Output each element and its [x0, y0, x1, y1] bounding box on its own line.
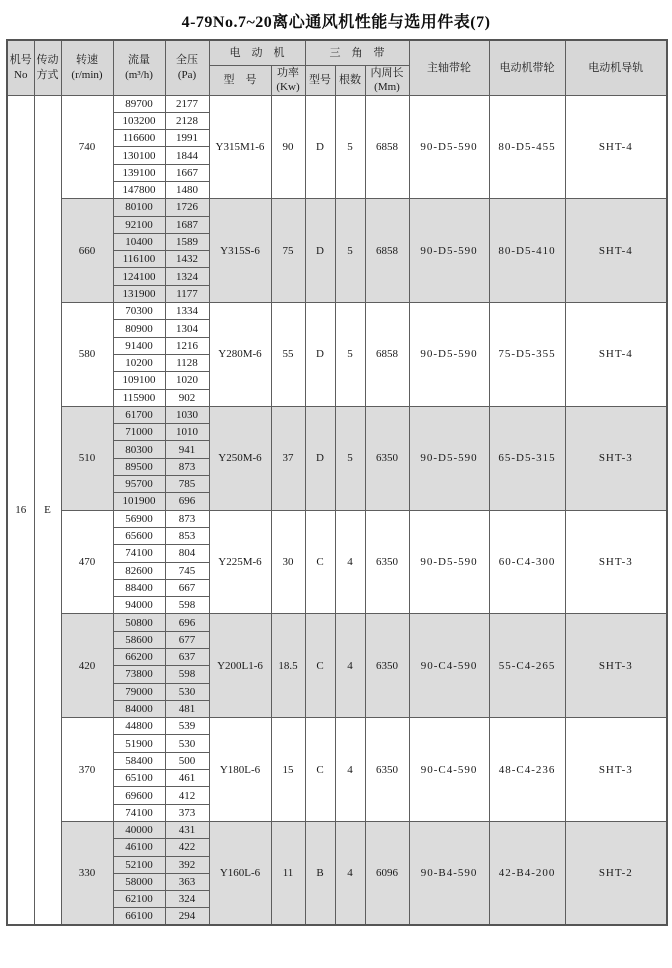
pressure-cell: 324: [165, 891, 209, 908]
pressure-cell: 294: [165, 908, 209, 925]
pressure-cell: 745: [165, 562, 209, 579]
flow-cell: 71000: [113, 424, 165, 441]
motor-model-cell: Y225M-6: [209, 510, 271, 614]
flow-cell: 82600: [113, 562, 165, 579]
power-cell: 90: [271, 95, 305, 199]
flow-cell: 89500: [113, 458, 165, 475]
col-header-flow-unit: (m³/h): [125, 68, 153, 81]
table-header: [7, 40, 667, 95]
motor-pulley-cell: 75-D5-355: [489, 303, 565, 407]
belt-count-cell: 5: [335, 199, 365, 303]
pressure-cell: 1304: [165, 320, 209, 337]
pressure-cell: 1334: [165, 303, 209, 320]
pressure-cell: 598: [165, 666, 209, 683]
table-row: [7, 614, 667, 631]
flow-cell: 80900: [113, 320, 165, 337]
pressure-cell: 392: [165, 856, 209, 873]
col-header-machine-no: [7, 40, 34, 95]
motor-pulley-cell: 65-D5-315: [489, 406, 565, 510]
belt-type-cell: D: [305, 406, 335, 510]
table-row: [7, 821, 667, 838]
pressure-cell: 785: [165, 476, 209, 493]
flow-cell: 95700: [113, 476, 165, 493]
belt-length-cell: 6858: [365, 199, 409, 303]
col-header-speed: [61, 40, 113, 95]
pressure-cell: 873: [165, 510, 209, 527]
col-header-pressure-label: 全压: [176, 54, 198, 67]
pressure-cell: 1432: [165, 251, 209, 268]
flow-cell: 116100: [113, 251, 165, 268]
flow-cell: 89700: [113, 95, 165, 112]
table-body: [7, 95, 667, 925]
col-header-main-pulley: 主轴带轮: [409, 40, 489, 95]
flow-cell: 66100: [113, 908, 165, 925]
flow-cell: 101900: [113, 493, 165, 510]
pressure-cell: 667: [165, 579, 209, 596]
pressure-cell: 902: [165, 389, 209, 406]
col-header-motor-group: 电 动 机: [209, 40, 305, 65]
flow-cell: 109100: [113, 372, 165, 389]
flow-cell: 74100: [113, 545, 165, 562]
speed-cell: 660: [61, 199, 113, 303]
motor-model-cell: Y280M-6: [209, 303, 271, 407]
header-row-1: [7, 40, 667, 65]
belt-type-cell: C: [305, 614, 335, 718]
flow-cell: 74100: [113, 804, 165, 821]
flow-cell: 10400: [113, 233, 165, 250]
main-pulley-cell: 90-D5-590: [409, 510, 489, 614]
flow-cell: 44800: [113, 718, 165, 735]
col-header-machine-no-label: 机号: [9, 54, 32, 67]
flow-cell: 79000: [113, 683, 165, 700]
pressure-cell: 412: [165, 787, 209, 804]
main-pulley-cell: 90-D5-590: [409, 199, 489, 303]
pressure-cell: 1020: [165, 372, 209, 389]
rail-cell: SHT-3: [565, 510, 667, 614]
pressure-cell: 500: [165, 752, 209, 769]
col-header-pressure: [165, 40, 209, 95]
pressure-cell: 873: [165, 458, 209, 475]
pressure-cell: 1324: [165, 268, 209, 285]
belt-length-cell: 6350: [365, 406, 409, 510]
rail-cell: SHT-4: [565, 199, 667, 303]
speed-cell: 370: [61, 718, 113, 822]
speed-cell: 330: [61, 821, 113, 925]
pressure-cell: 1667: [165, 164, 209, 181]
belt-count-cell: 4: [335, 718, 365, 822]
belt-type-cell: D: [305, 303, 335, 407]
flow-cell: 130100: [113, 147, 165, 164]
col-header-belt-group: 三 角 带: [305, 40, 409, 65]
motor-model-cell: Y180L-6: [209, 718, 271, 822]
pressure-cell: 696: [165, 493, 209, 510]
belt-type-cell: B: [305, 821, 335, 925]
main-pulley-cell: 90-D5-590: [409, 303, 489, 407]
pressure-cell: 431: [165, 821, 209, 838]
rail-cell: SHT-4: [565, 303, 667, 407]
col-header-pressure-unit: (Pa): [177, 68, 197, 81]
flow-cell: 58400: [113, 752, 165, 769]
table-row: [7, 303, 667, 320]
motor-model-cell: Y160L-6: [209, 821, 271, 925]
col-header-motor-model: 型 号: [209, 65, 271, 95]
flow-cell: 103200: [113, 112, 165, 129]
pressure-cell: 1589: [165, 233, 209, 250]
flow-cell: 65100: [113, 770, 165, 787]
pressure-cell: 598: [165, 597, 209, 614]
belt-type-cell: D: [305, 199, 335, 303]
table-row: [7, 199, 667, 216]
transmission-cell: E: [34, 95, 61, 925]
fan-selection-table: [6, 39, 668, 926]
pressure-cell: 422: [165, 839, 209, 856]
col-header-machine-no-sub: No: [14, 68, 28, 81]
pressure-cell: 1991: [165, 130, 209, 147]
rail-cell: SHT-2: [565, 821, 667, 925]
table-row: [7, 406, 667, 423]
pressure-cell: 1480: [165, 181, 209, 198]
speed-cell: 740: [61, 95, 113, 199]
motor-pulley-cell: 80-D5-455: [489, 95, 565, 199]
rail-cell: SHT-3: [565, 406, 667, 510]
table-row: [7, 510, 667, 527]
pressure-cell: 363: [165, 873, 209, 890]
col-header-transmission-line1: 传动: [36, 54, 59, 67]
flow-cell: 147800: [113, 181, 165, 198]
pressure-cell: 539: [165, 718, 209, 735]
flow-cell: 46100: [113, 839, 165, 856]
flow-cell: 116600: [113, 130, 165, 147]
flow-cell: 10200: [113, 354, 165, 371]
col-header-motor-pulley: 电动机带轮: [489, 40, 565, 95]
pressure-cell: 461: [165, 770, 209, 787]
main-pulley-cell: 90-D5-590: [409, 95, 489, 199]
flow-cell: 58000: [113, 873, 165, 890]
motor-pulley-cell: 60-C4-300: [489, 510, 565, 614]
pressure-cell: 1128: [165, 354, 209, 371]
page-title: 4-79No.7~20离心通风机性能与选用件表(7): [181, 14, 491, 31]
motor-pulley-cell: 48-C4-236: [489, 718, 565, 822]
belt-count-cell: 4: [335, 510, 365, 614]
flow-cell: 131900: [113, 285, 165, 302]
speed-cell: 510: [61, 406, 113, 510]
flow-cell: 115900: [113, 389, 165, 406]
power-cell: 11: [271, 821, 305, 925]
belt-type-cell: C: [305, 718, 335, 822]
pressure-cell: 373: [165, 804, 209, 821]
col-header-belt-length-label: 内周长: [370, 66, 404, 79]
col-header-belt-length: [365, 65, 409, 95]
flow-cell: 70300: [113, 303, 165, 320]
belt-length-cell: 6350: [365, 510, 409, 614]
belt-count-cell: 5: [335, 406, 365, 510]
flow-cell: 94000: [113, 597, 165, 614]
belt-count-cell: 4: [335, 614, 365, 718]
flow-cell: 51900: [113, 735, 165, 752]
motor-model-cell: Y250M-6: [209, 406, 271, 510]
rail-cell: SHT-3: [565, 718, 667, 822]
belt-length-cell: 6858: [365, 95, 409, 199]
main-pulley-cell: 90-C4-590: [409, 614, 489, 718]
pressure-cell: 1844: [165, 147, 209, 164]
table-row: [7, 95, 667, 112]
flow-cell: 84000: [113, 700, 165, 717]
belt-length-cell: 6858: [365, 303, 409, 407]
pressure-cell: 941: [165, 441, 209, 458]
col-header-speed-unit: (r/min): [71, 68, 103, 81]
flow-cell: 88400: [113, 579, 165, 596]
belt-count-cell: 5: [335, 303, 365, 407]
motor-model-cell: Y315M1-6: [209, 95, 271, 199]
power-cell: 75: [271, 199, 305, 303]
power-cell: 55: [271, 303, 305, 407]
rail-cell: SHT-3: [565, 614, 667, 718]
flow-cell: 66200: [113, 649, 165, 666]
col-header-belt-length-unit: (Mm): [374, 81, 400, 93]
pressure-cell: 530: [165, 683, 209, 700]
col-header-motor-power-label: 功率: [277, 66, 299, 79]
pressure-cell: 2177: [165, 95, 209, 112]
flow-cell: 61700: [113, 406, 165, 423]
flow-cell: 62100: [113, 891, 165, 908]
rail-cell: SHT-4: [565, 95, 667, 199]
motor-model-cell: Y200L1-6: [209, 614, 271, 718]
flow-cell: 80300: [113, 441, 165, 458]
machine-no-cell: 16: [7, 95, 34, 925]
motor-model-cell: Y315S-6: [209, 199, 271, 303]
pressure-cell: 853: [165, 527, 209, 544]
motor-pulley-cell: 55-C4-265: [489, 614, 565, 718]
power-cell: 15: [271, 718, 305, 822]
belt-count-cell: 5: [335, 95, 365, 199]
flow-cell: 58600: [113, 631, 165, 648]
col-header-transmission-line2: 方式: [36, 68, 59, 81]
speed-cell: 580: [61, 303, 113, 407]
belt-length-cell: 6350: [365, 614, 409, 718]
belt-type-cell: D: [305, 95, 335, 199]
flow-cell: 69600: [113, 787, 165, 804]
belt-count-cell: 4: [335, 821, 365, 925]
col-header-belt-model: 型号: [305, 65, 335, 95]
pressure-cell: 804: [165, 545, 209, 562]
flow-cell: 65600: [113, 527, 165, 544]
motor-pulley-cell: 80-D5-410: [489, 199, 565, 303]
pressure-cell: 481: [165, 700, 209, 717]
power-cell: 18.5: [271, 614, 305, 718]
belt-length-cell: 6096: [365, 821, 409, 925]
pressure-cell: 2128: [165, 112, 209, 129]
speed-cell: 420: [61, 614, 113, 718]
power-cell: 37: [271, 406, 305, 510]
belt-type-cell: C: [305, 510, 335, 614]
col-header-transmission: [34, 40, 61, 95]
speed-cell: 470: [61, 510, 113, 614]
main-pulley-cell: 90-B4-590: [409, 821, 489, 925]
col-header-motor-rail: 电动机导轨: [565, 40, 667, 95]
pressure-cell: 1216: [165, 337, 209, 354]
flow-cell: 56900: [113, 510, 165, 527]
col-header-belt-count: 根数: [335, 65, 365, 95]
col-header-flow: [113, 40, 165, 95]
power-cell: 30: [271, 510, 305, 614]
main-pulley-cell: 90-D5-590: [409, 406, 489, 510]
col-header-motor-power: [271, 65, 305, 95]
flow-cell: 40000: [113, 821, 165, 838]
col-header-speed-label: 转速: [76, 54, 98, 67]
main-pulley-cell: 90-C4-590: [409, 718, 489, 822]
flow-cell: 52100: [113, 856, 165, 873]
col-header-motor-power-unit: (Kw): [276, 81, 300, 93]
pressure-cell: 1177: [165, 285, 209, 302]
flow-cell: 124100: [113, 268, 165, 285]
pressure-cell: 677: [165, 631, 209, 648]
pressure-cell: 1010: [165, 424, 209, 441]
flow-cell: 80100: [113, 199, 165, 216]
pressure-cell: 1726: [165, 199, 209, 216]
pressure-cell: 530: [165, 735, 209, 752]
col-header-flow-label: 流量: [128, 54, 150, 67]
flow-cell: 50800: [113, 614, 165, 631]
flow-cell: 91400: [113, 337, 165, 354]
pressure-cell: 637: [165, 649, 209, 666]
pressure-cell: 1030: [165, 406, 209, 423]
flow-cell: 139100: [113, 164, 165, 181]
flow-cell: 73800: [113, 666, 165, 683]
pressure-cell: 696: [165, 614, 209, 631]
flow-cell: 92100: [113, 216, 165, 233]
pressure-cell: 1687: [165, 216, 209, 233]
belt-length-cell: 6350: [365, 718, 409, 822]
motor-pulley-cell: 42-B4-200: [489, 821, 565, 925]
table-row: [7, 718, 667, 735]
